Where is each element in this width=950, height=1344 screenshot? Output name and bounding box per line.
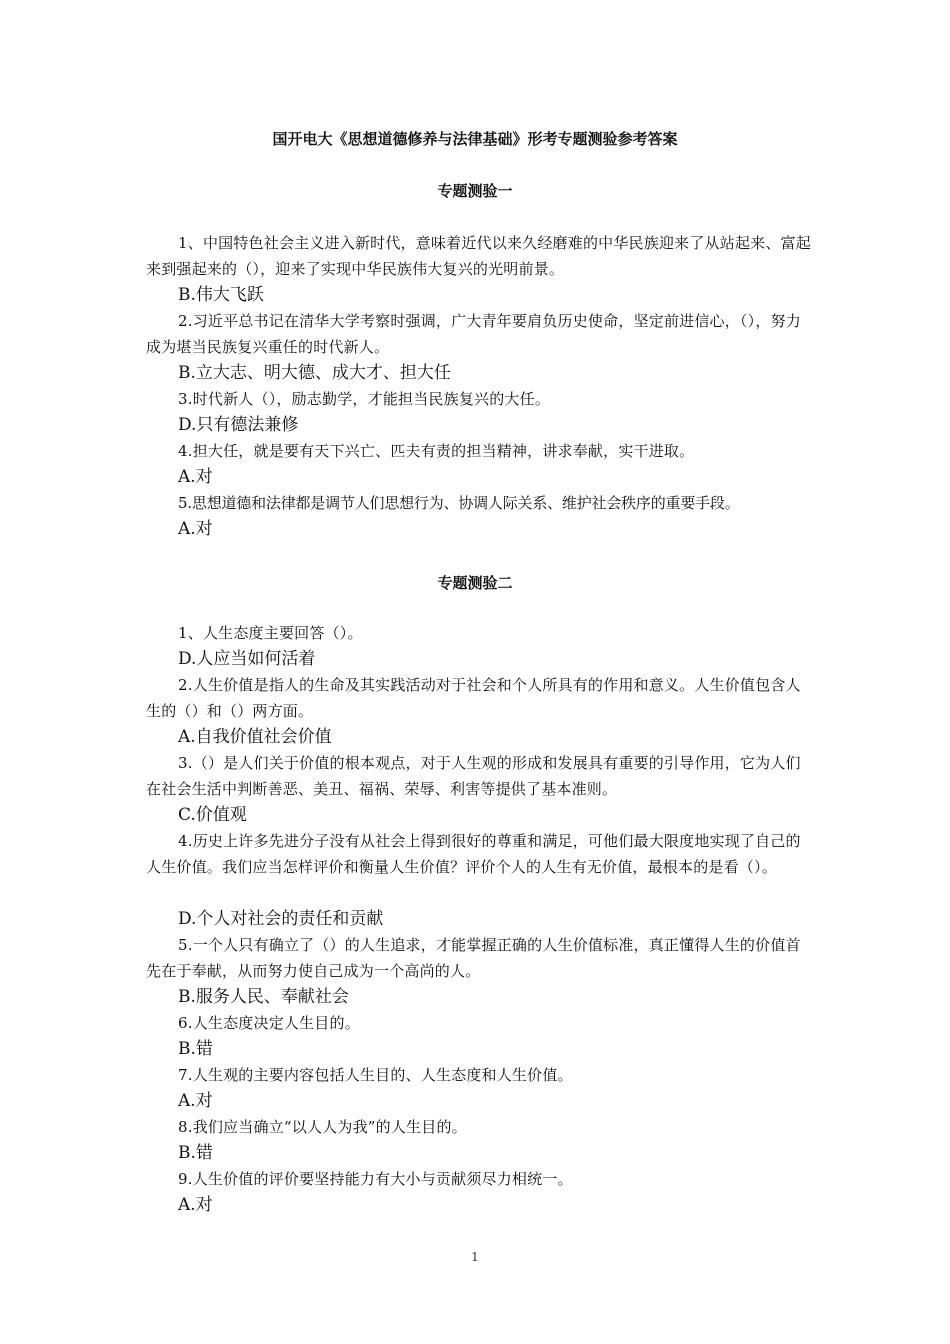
answer-text: B.服务人民、奉献社会	[178, 987, 349, 1007]
answer-text: D.只有德法兼修	[178, 415, 299, 435]
answer-text: A.对	[178, 1091, 213, 1111]
answer-text: A.自我价值社会价值	[178, 727, 332, 747]
page-number: 1	[471, 1250, 479, 1264]
question-text: 9.人生价值的评价要坚持能力有大小与贡献须尽力相统一。	[178, 1170, 573, 1188]
question-text: 7.人生观的主要内容包括人生目的、人生态度和人生价值。	[178, 1066, 573, 1084]
answer-text: C.价值观	[178, 805, 247, 825]
question-text: 5.思想道德和法律都是调节人们思想行为、协调人际关系、维护社会秩序的重要手段。	[178, 494, 740, 512]
question-text: 6.人生态度决定人生目的。	[178, 1014, 360, 1032]
answer-text: A.对	[178, 467, 213, 487]
question-text: 1、人生态度主要回答（）。	[178, 624, 363, 642]
question-text: 5.一个人只有确立了（）的人生追求，才能掌握正确的人生价值标准，真正懂得人生的价值首先在于奉献，从而努力使自己成为一个高尚的人。	[146, 936, 801, 980]
answer-text: A.对	[178, 1195, 213, 1215]
section-heading-2: 专题测验二	[437, 574, 513, 592]
question-text: 1、中国特色社会主义进入新时代，意味着近代以来久经磨难的中华民族迎来了从站起来、富起来到强起来的（），迎来了实现中华民族伟大复兴的光明前景。	[146, 234, 811, 278]
question-text: 4.担大任，就是要有天下兴亡、匹夫有责的担当精神，讲求奉献，实干进取。	[178, 442, 695, 460]
answer-text: A.对	[178, 519, 213, 539]
section-heading-1: 专题测验一	[437, 182, 513, 200]
question-text: 3.时代新人（），励志勤学，才能担当民族复兴的大任。	[178, 390, 551, 408]
answer-text: B.伟大飞跃	[178, 285, 264, 305]
question-text: 2.习近平总书记在清华大学考察时强调，广大青年要肩负历史使命，坚定前进信心，（），努力成为堪当民族复兴重任的时代新人。	[146, 312, 801, 356]
document-title: 国开电大《思想道德修养与法律基础》形考专题测验参考答案	[272, 130, 678, 148]
question-text: 2.人生价值是指人的生命及其实践活动对于社会和个人所具有的作用和意义。人生价值包含人生的（）和（）两方面。	[146, 676, 801, 720]
answer-text: B.错	[178, 1143, 213, 1163]
answer-text: D.个人对社会的责任和贡献	[178, 909, 384, 929]
question-text: 8.我们应当确立“以人人为我”的人生目的。	[178, 1118, 467, 1136]
question-text: 4.历史上许多先进分子没有从社会上得到很好的尊重和满足，可他们最大限度地实现了自己的人生价值。我们应当怎样评价和衡量人生价值？评价个人的人生有无价值，最根本的是看（）。	[146, 832, 801, 876]
question-text: 3.（）是人们关于价值的根本观点，对于人生观的形成和发展具有重要的引导作用，它为人们在社会生活中判断善恶、美丑、福祸、荣辱、利害等提供了基本准则。	[146, 754, 801, 798]
answer-text: B.立大志、明大德、成大才、担大任	[178, 363, 451, 383]
answer-text: B.错	[178, 1039, 213, 1059]
answer-text: D.人应当如何活着	[178, 649, 316, 669]
